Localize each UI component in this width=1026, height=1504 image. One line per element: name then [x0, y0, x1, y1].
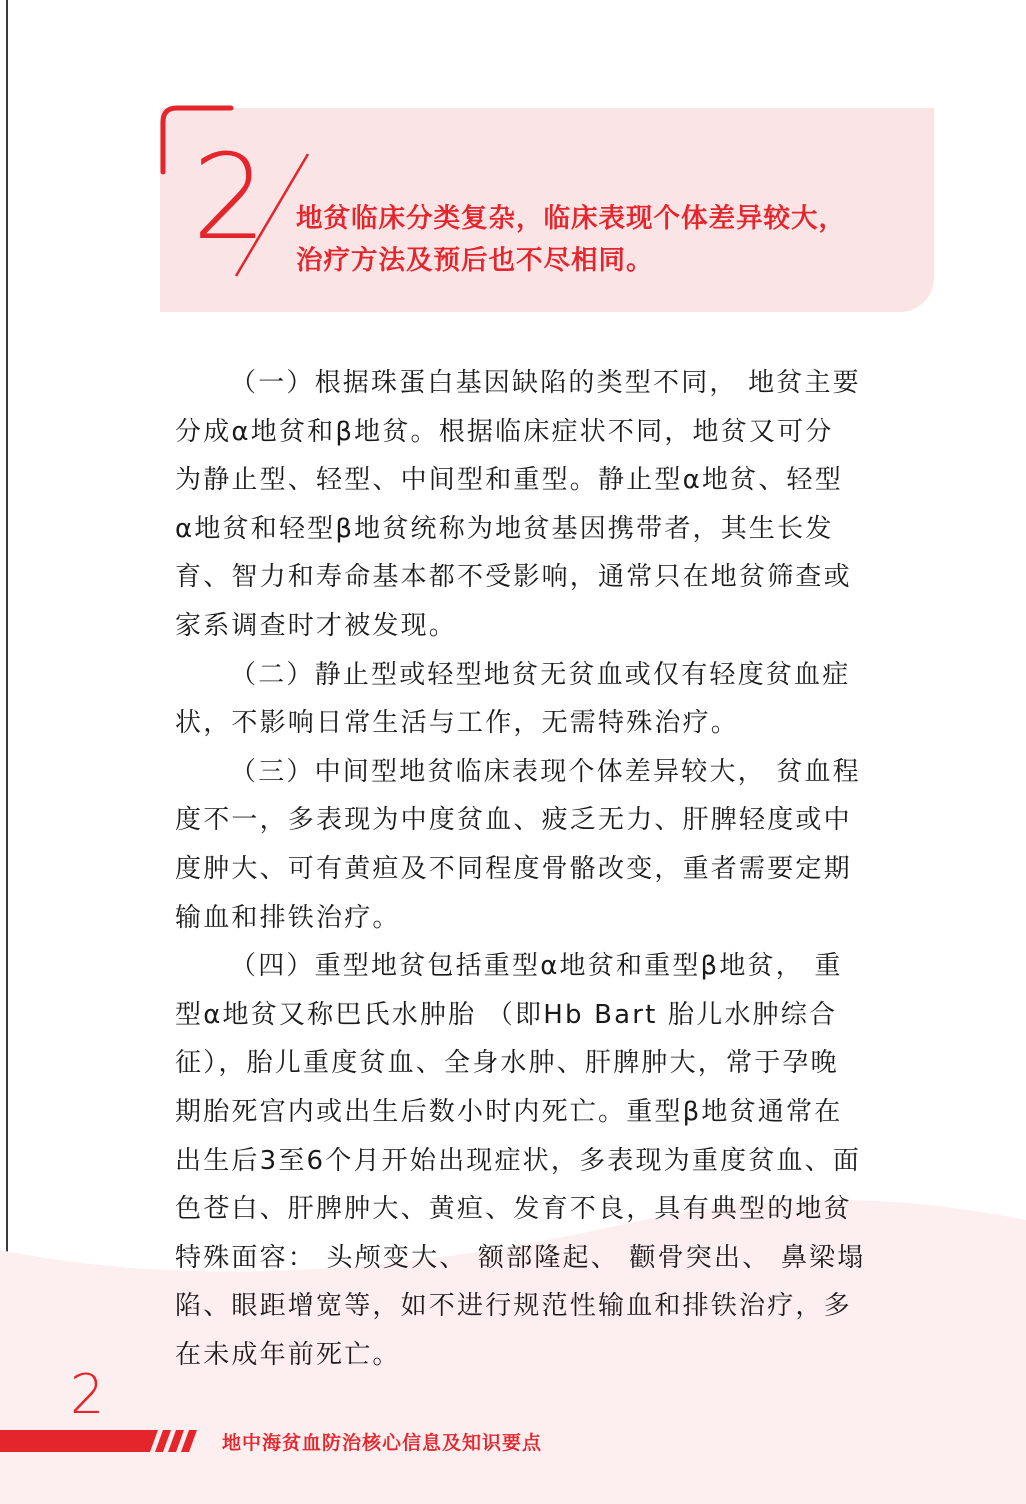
section-number: 2 [192, 128, 268, 266]
paragraph-line: 征），胎儿重度贫血、全身水肿、肝脾肿大，常于孕晚 [175, 1048, 839, 1079]
paragraph-line: （二）静止型或轻型地贫无贫血或仅有轻度贫血症 [230, 659, 851, 690]
paragraph-line: 型α地贫又称巴氏水肿胎 （即Hb Bart 胎儿水肿综合 [175, 999, 838, 1030]
paragraph-line: （三）中间型地贫临床表现个体差异较大， 贫血程 [230, 756, 861, 787]
paragraph-line: 度不一，多表现为中度贫血、疲乏无力、肝脾轻度或中 [175, 805, 852, 836]
paragraph-line: （一）根据珠蛋白基因缺陷的类型不同， 地贫主要 [230, 368, 861, 398]
page-number: 2 [70, 1363, 105, 1426]
paragraph-line: 在未成年前死亡。 [175, 1339, 401, 1370]
paragraph-line: 出生后3至6个月开始出现症状，多表现为重度贫血、面 [175, 1145, 862, 1176]
paragraph-line: （四）重型地贫包括重型α地贫和重型β地贫， 重 [230, 951, 843, 982]
section-title-line: 地贫临床分类复杂，临床表现个体差异较大， [296, 203, 846, 234]
paragraph-line: 色苍白、肝脾肿大、黄疸、发育不良，具有典型的地贫 [175, 1194, 852, 1225]
paragraph-line: 为静止型、轻型、中间型和重型。静止型α地贫、轻型 [175, 465, 843, 496]
paragraph-line: 育、智力和寿命基本都不受影响，通常只在地贫筛查或 [175, 562, 852, 593]
section-title [296, 198, 926, 282]
paragraph-line: 家系调查时才被发现。 [175, 610, 458, 641]
body-text [175, 359, 915, 1379]
paragraph-line: 特殊面容： 头颅变大、 额部隆起、 颧骨突出、 鼻梁塌 [175, 1242, 866, 1273]
paragraph-line: α地贫和轻型β地贫统称为地贫基因携带者，其生长发 [175, 513, 834, 544]
paragraph-line: 输血和排铁治疗。 [175, 902, 401, 933]
paragraph-line: 分成α地贫和β地贫。根据临床症状不同，地贫又可分 [175, 416, 834, 447]
paragraph-line: 状，不影响日常生活与工作，无需特殊治疗。 [175, 708, 740, 739]
paragraph-line: 期胎死宫内或出生后数小时内死亡。重型β地贫通常在 [175, 1096, 843, 1127]
footer-stripe-decoration [0, 1430, 200, 1452]
section-title-line: 治疗方法及预后也不尽相同。 [296, 245, 654, 276]
paragraph-line: 度肿大、可有黄疸及不同程度骨骼改变，重者需要定期 [175, 853, 852, 884]
paragraph-line: 陷、眼距增宽等，如不进行规范性输血和排铁治疗，多 [175, 1291, 852, 1322]
book-title: 地中海贫血防治核心信息及知识要点 [222, 1432, 543, 1454]
